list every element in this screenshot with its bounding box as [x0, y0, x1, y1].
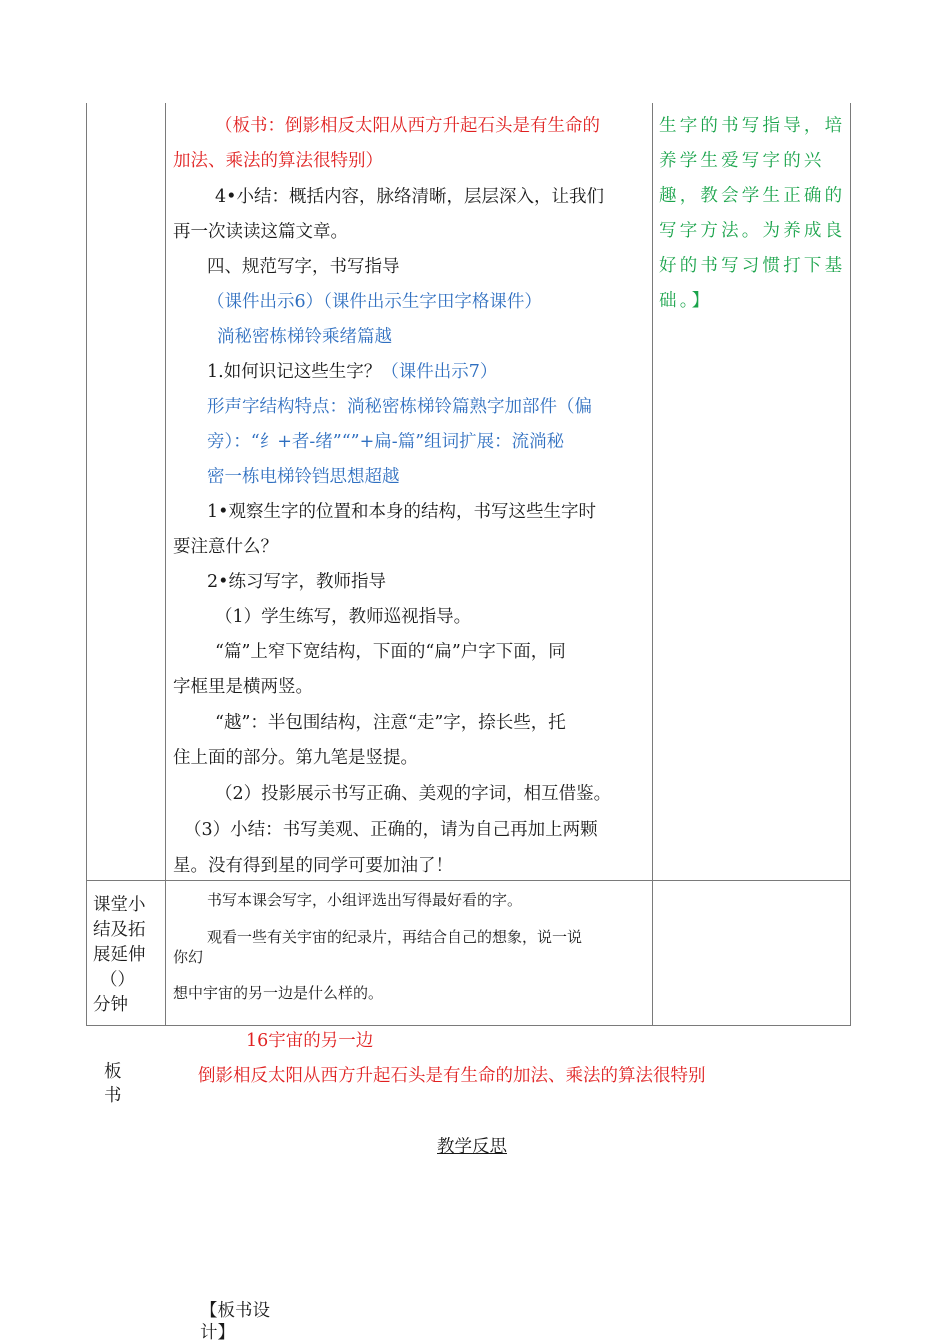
board-title: 16宇宙的另一边: [246, 1031, 374, 1051]
yue-line1: “越”：半包围结构，注意“走”字，捺长些，托: [215, 713, 566, 733]
section-heading-4: 四、规范写字，书写指导: [207, 257, 400, 277]
observe-line1: 1•观察生字的位置和本身的结构，书写这些生字时: [207, 502, 596, 522]
row2-label-line3: 展延伸: [93, 945, 146, 965]
question-1-text: 1.如何识记这些生字？: [207, 362, 382, 382]
footer-line1: 【板书设: [200, 1301, 270, 1321]
board-label-1: 板: [104, 1062, 122, 1082]
table-col-divider-1: [165, 103, 166, 1026]
table-bottom-border: [86, 1025, 851, 1026]
observe-line2: 要注意什么？: [173, 537, 278, 557]
question-1: [173, 355, 677, 390]
intent-line2: 养学生爱写字的兴: [659, 151, 825, 171]
intent-line1: 生字的书写指导，培: [659, 116, 846, 136]
summary-line1: 4•小结：概括内容，脉络清晰，层层深入，让我们: [215, 187, 604, 207]
row2-line3: 你幻: [173, 948, 204, 966]
board-label-2: 书: [104, 1086, 122, 1106]
pian-line2: 字框里是横两竖。: [173, 677, 313, 697]
pian-line1: “篇”上窄下宽结构，下面的“扁”户字下面，同: [215, 642, 566, 662]
intent-line5: 好的书写习惯打下基: [659, 256, 846, 276]
intent-line3: 趣，教会学生正确的: [659, 186, 846, 206]
summary-line2: 再一次读读这篇文章。: [173, 222, 348, 242]
intent-line6: 础。】: [659, 291, 713, 311]
step-2: （2）投影展示书写正确、美观的字词，相互借鉴。: [215, 784, 612, 804]
analysis-line2: 旁）：“纟+者-绪”“”+扁-篇”组词扩展：流淌秘: [207, 432, 565, 452]
row2-label-line4: （）: [100, 970, 135, 990]
new-characters: 淌秘密栋梯铃乘绪篇越: [217, 327, 392, 347]
practice-heading: 2•练习写字，教师指导: [207, 572, 386, 592]
table-left-border: [86, 103, 87, 1026]
step-3-line1: （3）小结：书写美观、正确的，请为自己再加上两颗: [184, 820, 598, 840]
board-note-line2: 加法、乘法的算法很特别）: [173, 151, 383, 171]
courseware-6: （课件出示6）（课件出示生字田字格课件）: [207, 292, 542, 312]
footer-line2: 计】: [200, 1323, 235, 1343]
analysis-line3: 密一栋电梯铃铛思想超越: [207, 467, 400, 487]
row2-label-line5: 分钟: [93, 995, 128, 1015]
board-note-line1: （板书：倒影相反太阳从西方升起石头是有生命的: [215, 116, 600, 136]
row2-label-line1: 课堂小: [93, 895, 146, 915]
question-1-courseware: （课件出示7）: [381, 362, 498, 382]
table-right-border: [850, 103, 851, 1026]
analysis-line1: 形声字结构特点：淌秘密栋梯铃篇熟字加部件（偏: [207, 397, 592, 417]
row2-label-line2: 结及拓: [93, 920, 146, 940]
row2-line1: 书写本课会写字，小组评选出写得最好看的字。: [207, 891, 523, 909]
step-1: （1）学生练写，教师巡视指导。: [215, 607, 472, 627]
reflection-title: 教学反思: [437, 1137, 507, 1157]
intent-line4: 写字方法。为养成良: [659, 221, 846, 241]
row2-line2: 观看一些有关宇宙的纪录片，再结合自己的想象，说一说: [207, 928, 583, 946]
row2-line4: 想中宇宙的另一边是什么样的。: [173, 984, 384, 1002]
board-content: 倒影相反太阳从西方升起石头是有生命的加法、乘法的算法很特别: [198, 1066, 706, 1086]
yue-line2: 住上面的部分。第九笔是竖提。: [173, 748, 418, 768]
step-3-line2: 星。没有得到星的同学可要加油了！: [173, 856, 453, 876]
